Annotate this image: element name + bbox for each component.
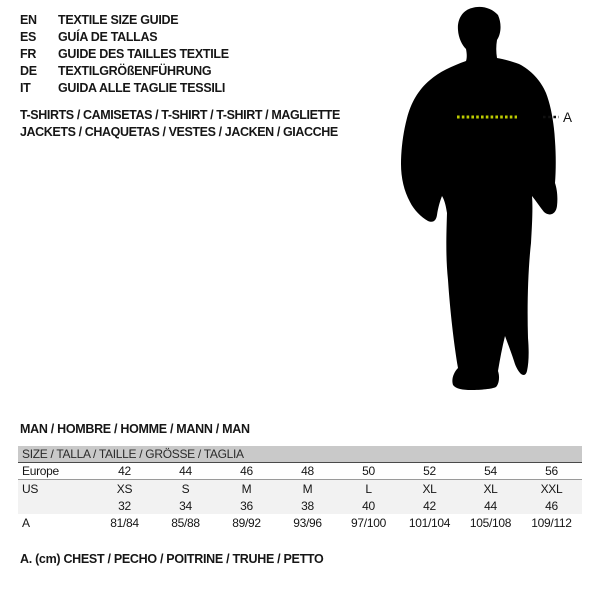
table-row-us [18, 480, 582, 497]
size-value: S [181, 481, 190, 496]
size-value: 48 [301, 464, 314, 478]
row-label: US [22, 481, 39, 496]
table-row-europe [18, 463, 582, 480]
size-table-header: SIZE / TALLA / TAILLE / GRÖSSE / TAGLIA [18, 446, 582, 463]
section-title-man: MAN / HOMBRE / HOMME / MANN / MAN [20, 422, 250, 436]
language-code: ES [20, 30, 37, 44]
language-row-es [20, 29, 229, 46]
size-value: L [365, 481, 372, 496]
language-code: IT [20, 81, 31, 95]
size-value: 42 [423, 498, 436, 513]
row-label: A [22, 515, 30, 530]
language-code: DE [20, 64, 37, 78]
size-value: 56 [545, 464, 558, 478]
size-value: 46 [240, 464, 253, 478]
size-value: M [302, 481, 313, 496]
language-code: EN [20, 13, 37, 27]
language-row-it [20, 80, 229, 97]
language-title: GUÍA DE TALLAS [58, 30, 158, 44]
size-value: 38 [301, 498, 314, 513]
row-label: Europe [22, 464, 59, 478]
language-row-fr [20, 46, 229, 63]
size-guide-figure [390, 0, 580, 400]
size-value: 54 [484, 464, 497, 478]
size-value: 97/100 [351, 515, 386, 530]
size-value: 36 [240, 498, 253, 513]
language-row-en [20, 12, 229, 29]
man-silhouette [401, 7, 557, 390]
product-categories [20, 107, 340, 141]
size-value: 40 [362, 498, 375, 513]
measurement-footnote: A. (cm) CHEST / PECHO / POITRINE / TRUHE / PETTO [20, 552, 324, 566]
language-legend [20, 12, 229, 97]
size-value: 109/112 [531, 515, 572, 530]
size-value: 93/96 [293, 515, 322, 530]
product-line-jackets: JACKETS / CHAQUETAS / VESTES / JACKEN / GIACCHE [20, 125, 338, 139]
size-value: XXL [540, 481, 563, 496]
size-value: 85/88 [171, 515, 200, 530]
size-value: 44 [484, 498, 497, 513]
size-value: 89/92 [232, 515, 261, 530]
size-value: XL [483, 481, 498, 496]
measure-label: A [563, 110, 573, 125]
size-value: 34 [179, 498, 192, 513]
size-value: 44 [179, 464, 192, 478]
size-value: XL [422, 481, 437, 496]
size-value: M [241, 481, 252, 496]
language-title: TEXTILGRÖßENFÜHRUNG [58, 64, 212, 78]
size-value: 105/108 [469, 515, 512, 530]
language-title: TEXTILE SIZE GUIDE [58, 13, 179, 27]
size-value: XS [116, 481, 133, 496]
table-row-chest-cm [18, 514, 582, 531]
size-value: 32 [118, 498, 131, 513]
size-value: 42 [118, 464, 131, 478]
size-value: 52 [423, 464, 436, 478]
product-line-tshirts: T-SHIRTS / CAMISETAS / T-SHIRT / T-SHIRT / MAGLIETTE [20, 108, 340, 122]
language-row-de [20, 63, 229, 80]
size-value: 81/84 [110, 515, 139, 530]
language-title: GUIDA ALLE TAGLIE TESSILI [58, 81, 226, 95]
size-table [18, 446, 582, 531]
size-value: 50 [362, 464, 375, 478]
size-value: 46 [545, 498, 558, 513]
size-value: 101/104 [408, 515, 451, 530]
language-title: GUIDE DES TAILLES TEXTILE [58, 47, 229, 61]
language-code: FR [20, 47, 37, 61]
table-row-numeric [18, 497, 582, 514]
